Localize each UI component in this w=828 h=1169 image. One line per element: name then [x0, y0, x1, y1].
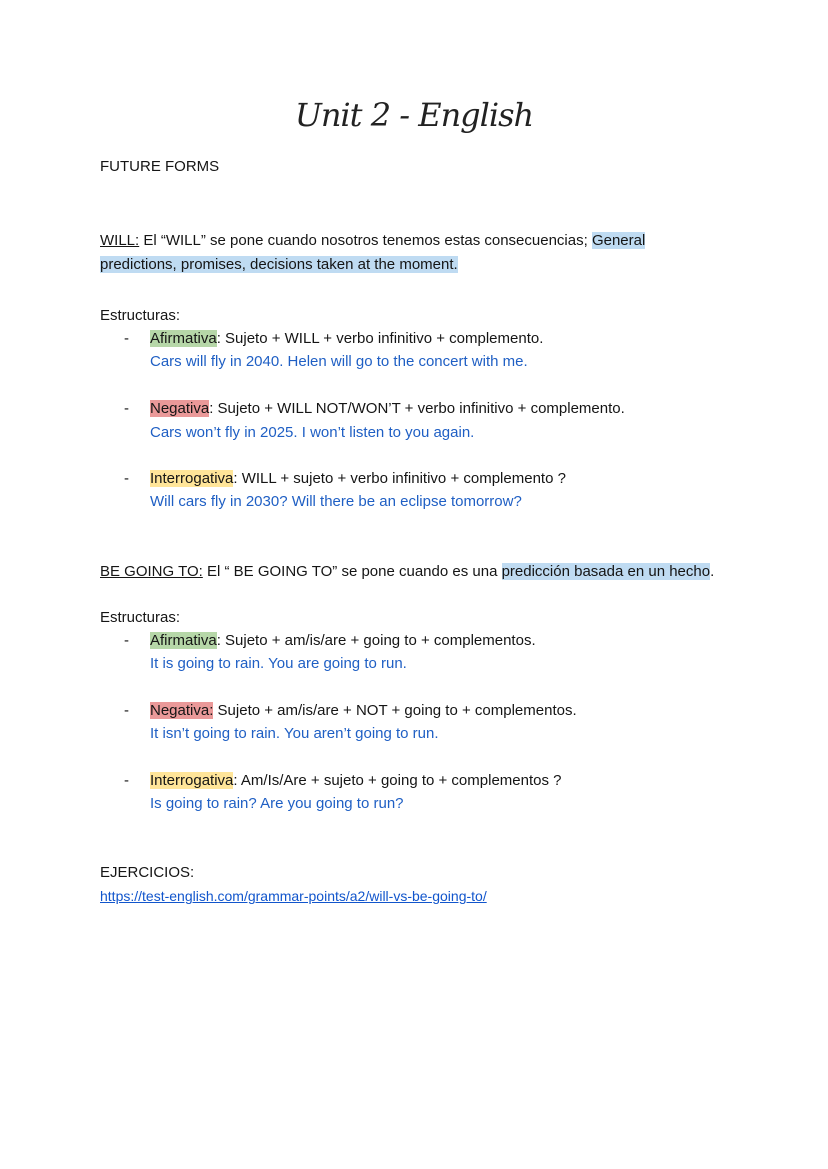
- will-definition: [100, 231, 645, 251]
- bullet-dash: -: [124, 772, 129, 789]
- bullet-dash: -: [124, 470, 129, 487]
- bullet-dash: -: [124, 632, 129, 649]
- will-negative: [150, 399, 625, 419]
- going-highlight: predicción basada en un hecho: [501, 563, 711, 580]
- rule: : Sujeto + am/is/are + going to + complementos.: [216, 632, 536, 649]
- label-afirmativa: Afirmativa: [150, 330, 217, 347]
- will-text: El “WILL” se pone cuando nosotros tenemos estas consecuencias;: [139, 232, 592, 249]
- document-title: Unit 2 - English: [294, 96, 534, 134]
- label-negativa: Negativa:: [150, 702, 214, 719]
- going-estructuras: Estructuras:: [100, 609, 181, 626]
- example: Is going to rain? Are you going to run?: [150, 795, 404, 812]
- exercises-link[interactable]: https://test-english.com/grammar-points/a2/will-vs-be-going-to/: [100, 888, 487, 904]
- bullet-dash: -: [124, 400, 129, 417]
- going-text: El “ BE GOING TO” se pone cuando es una: [202, 563, 502, 580]
- example: Cars will fly in 2040. Helen will go to the concert with me.: [150, 353, 528, 370]
- rule: : Am/Is/Are + sujeto + going to + complementos ?: [233, 772, 562, 789]
- label-interrogativa: Interrogativa: [150, 772, 234, 789]
- label-afirmativa: Afirmativa: [150, 632, 217, 649]
- going-interrogative: [150, 771, 562, 791]
- will-label: WILL:: [100, 232, 140, 249]
- example: It is going to rain. You are going to run.: [150, 655, 407, 672]
- going-label: BE GOING TO:: [100, 563, 203, 580]
- label-negativa: Negativa: [150, 400, 210, 417]
- exercises-label: EJERCICIOS:: [100, 864, 195, 881]
- period: .: [710, 563, 715, 580]
- going-affirmative: [150, 631, 536, 651]
- rule: Sujeto + am/is/are + NOT + going to + complementos.: [213, 702, 577, 719]
- going-definition: [100, 562, 714, 582]
- rule: : Sujeto + WILL NOT/WON’T + verbo infinitivo + complemento.: [209, 400, 625, 417]
- bullet-dash: -: [124, 702, 129, 719]
- rule: : WILL + sujeto + verbo infinitivo + complemento ?: [233, 470, 566, 487]
- will-definition-cont: [100, 255, 458, 275]
- example: Will cars fly in 2030? Will there be an eclipse tomorrow?: [150, 493, 522, 510]
- section-heading: FUTURE FORMS: [100, 158, 220, 175]
- will-interrogative: [150, 469, 566, 489]
- example: Cars won’t fly in 2025. I won’t listen to you again.: [150, 424, 475, 441]
- will-highlight: General: [591, 232, 646, 249]
- will-estructuras: Estructuras:: [100, 307, 181, 324]
- rule: : Sujeto + WILL + verbo infinitivo + complemento.: [216, 330, 544, 347]
- example: It isn’t going to rain. You aren’t going to run.: [150, 725, 439, 742]
- going-negative: [150, 701, 577, 721]
- bullet-dash: -: [124, 330, 129, 347]
- label-interrogativa: Interrogativa: [150, 470, 234, 487]
- will-affirmative: [150, 329, 543, 349]
- will-highlight-cont: predictions, promises, decisions taken at the moment.: [100, 256, 458, 273]
